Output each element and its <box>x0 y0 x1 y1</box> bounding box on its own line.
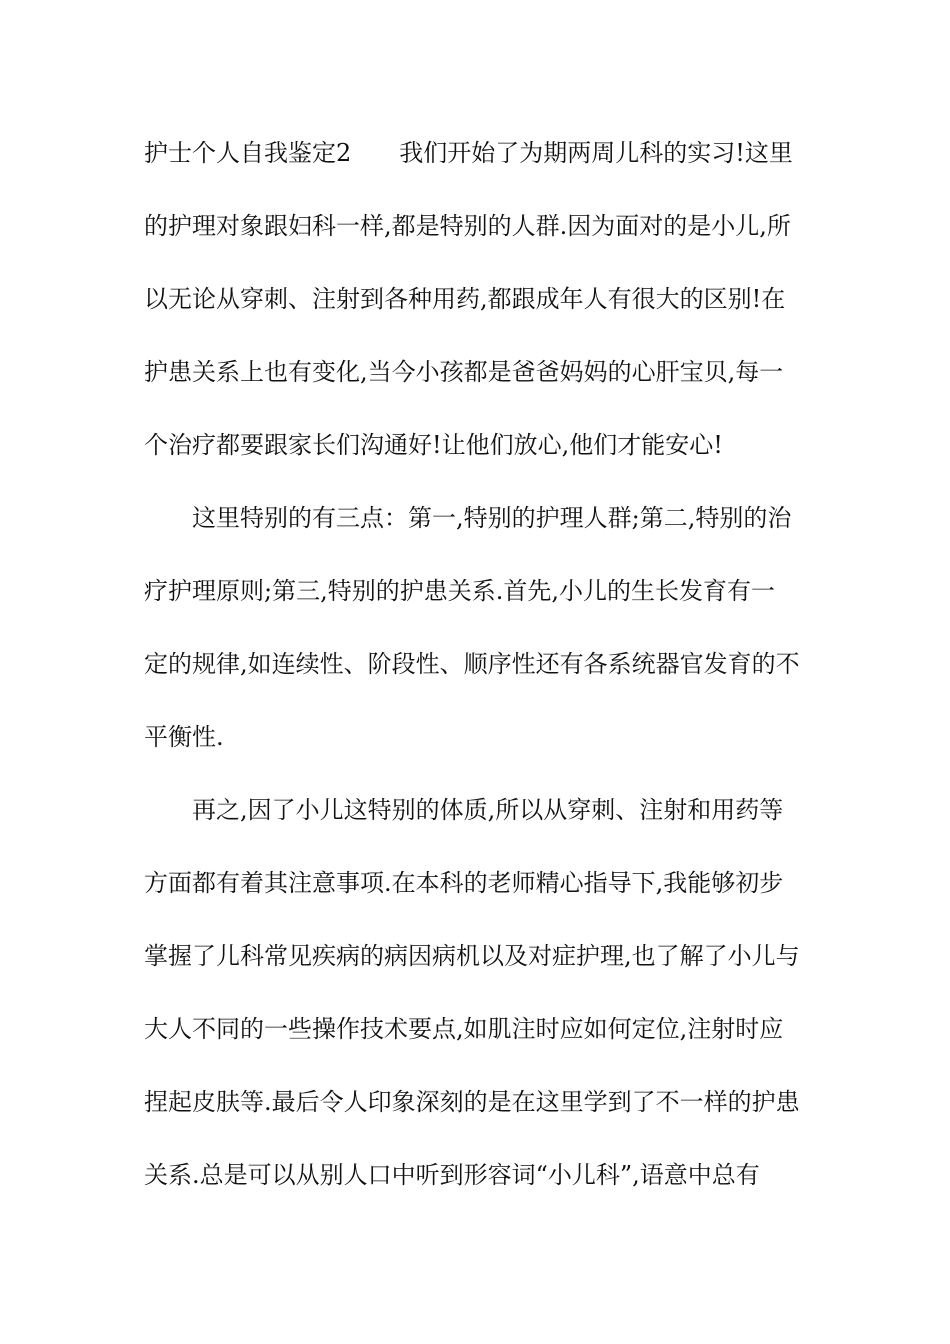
paragraph-line: 大人不同的一些操作技术要点,如肌注时应如何定位,注射时应 <box>144 1015 784 1043</box>
paragraph-line: 平衡性. <box>144 723 224 751</box>
paragraph-line: 护患关系上也有变化,当今小孩都是爸爸妈妈的心肝宝贝,每一 <box>144 358 784 386</box>
paragraph-line: 捏起皮肤等.最后令人印象深刻的是在这里学到了不一样的护患 <box>144 1088 800 1116</box>
paragraph-line: 掌握了儿科常见疾病的病因病机以及对症护理,也了解了小儿与 <box>144 942 800 970</box>
paragraph-line: 个治疗都要跟家长们沟通好!让他们放心,他们才能安心! <box>144 431 723 459</box>
paragraph-line: 方面都有着其注意事项.在本科的老师精心指导下,我能够初步 <box>144 869 784 897</box>
paragraph-line: 护士个人自我鉴定2 我们开始了为期两周儿科的实习!这里 <box>144 139 793 167</box>
paragraph-line: 关系.总是可以从别人口中听到形容词“小儿科”,语意中总有 <box>144 1161 760 1189</box>
paragraph-line: 疗护理原则;第三,特别的护患关系.首先,小儿的生长发育有一 <box>144 577 775 605</box>
document-body <box>144 131 809 1226</box>
paragraph-line: 定的规律,如连续性、阶段性、顺序性还有各系统器官发育的不 <box>144 650 800 678</box>
paragraph-line: 的护理对象跟妇科一样,都是特别的人群.因为面对的是小儿,所 <box>144 212 791 240</box>
paragraph-line: 以无论从穿刺、注射到各种用药,都跟成年人有很大的区别!在 <box>144 285 786 313</box>
paragraph-line: 再之,因了小儿这特别的体质,所以从穿刺、注射和用药等 <box>192 796 784 824</box>
paragraph-line: 这里特别的有三点：第一,特别的护理人群;第二,特别的治 <box>192 504 792 532</box>
